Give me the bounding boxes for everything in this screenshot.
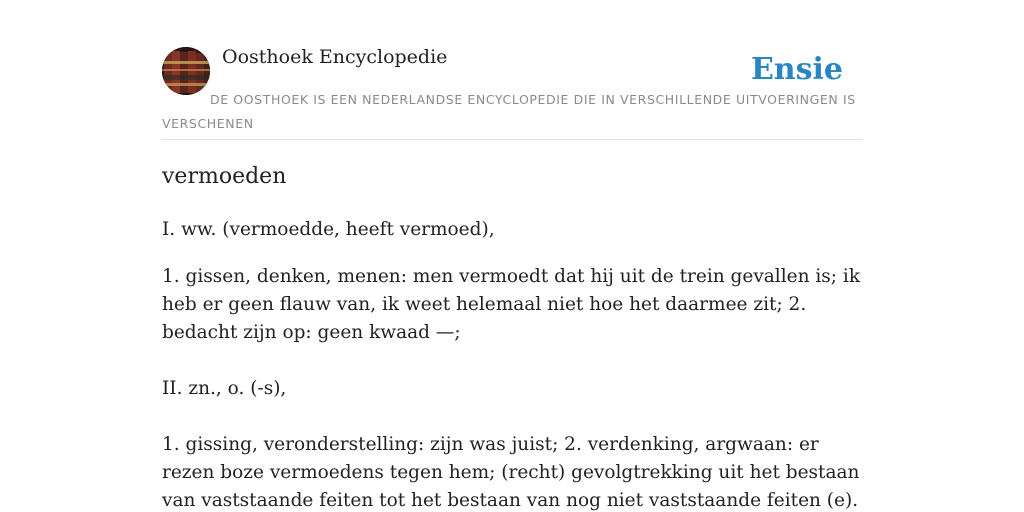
entry-headword: vermoeden xyxy=(162,164,287,189)
entry-page xyxy=(162,0,862,512)
site-tagline: DE OOSTHOEK IS EEN NEDERLANDSE ENCYCLOPEDIE DIE IN VERSCHILLENDE UITVOERINGEN IS VERSCHENEN xyxy=(162,92,856,131)
brand-logo-text[interactable]: Ensie xyxy=(750,52,843,87)
entry-paragraph: I. ww. (vermoedde, heeft vermoed), xyxy=(162,219,495,240)
entry-paragraph: 1. gissen, denken, menen: men vermoedt dat hij uit de trein gevallen is; ik heb er geen flauw van, ik weet helemaal niet hoe het daarmee zit; 2. bedacht zijn op: geen kwaad —; xyxy=(162,266,861,343)
entry-paragraph: 1. gissing, veronderstelling: zijn was juist; 2. verdenking, argwaan: er rezen boze vermoedens tegen hem; (recht) gevolgtrekking uit het bestaan van vaststaande feiten tot het bestaan van nog niet vaststaande feiten (e). xyxy=(162,434,860,511)
header-divider xyxy=(162,139,862,140)
site-title[interactable]: Oosthoek Encyclopedie xyxy=(222,46,448,68)
entry-paragraph: II. zn., o. (-s), xyxy=(162,378,287,399)
